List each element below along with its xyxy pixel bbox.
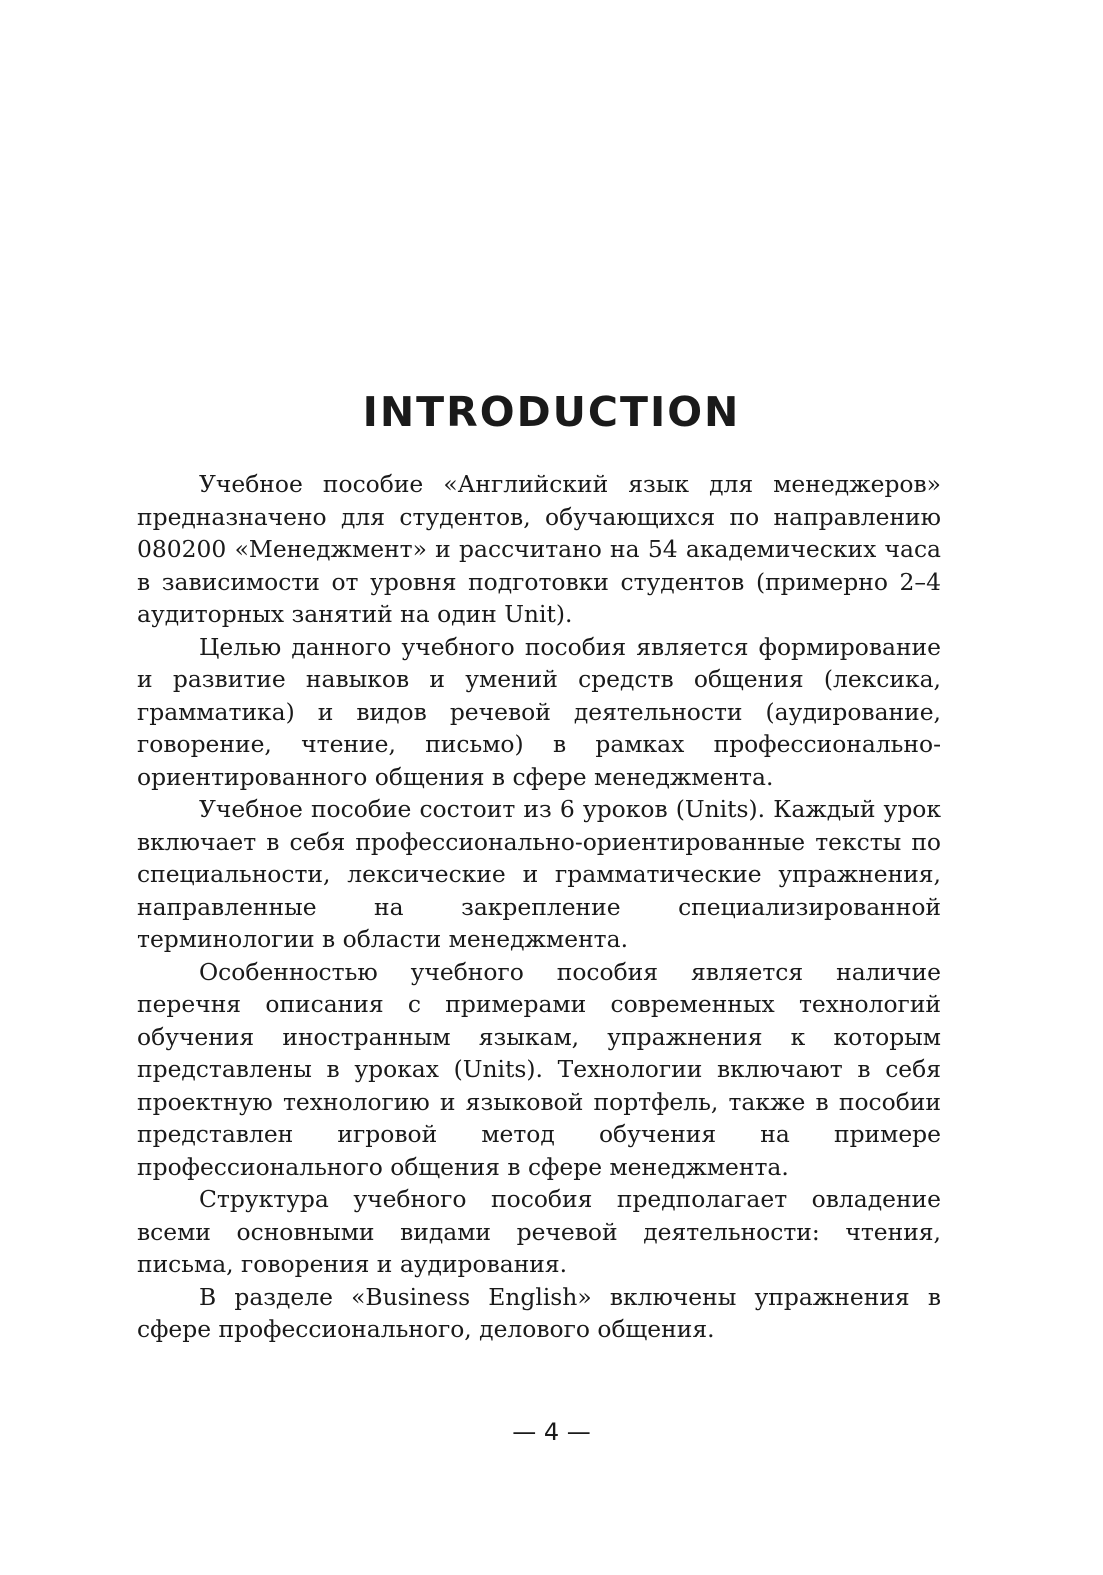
paragraph-course-structure: Учебное пособие состоит из 6 уроков (Units). Каждый урок включает в себя профессионально-ориентированные тексты по специальности, лексические и грамматические упражнения, направленные на закрепление специализированной терминологии в области менеджмента. [137, 795, 941, 953]
paragraph-course-features: Особенностью учебного пособия является наличие перечня описания с примерами современных технологий обучения иностранным языкам, упражнения к которым представлены в уроках (Units). Технологии включают в себя проектную технологию и языковой портфель, также в пособии представлен игровой метод обучения на примере профессионального общения в сфере менеджмента. [137, 957, 941, 1181]
paragraph-course-purpose: Учебное пособие «Английский язык для менеджеров» предназначено для студентов, обучающихся по направлению 080200 «Менеджмент» и рассчитано на 54 академических часа в зависимости от уровня подготовки студентов (примерно 2–4 аудиторных занятий на один Unit). [137, 470, 941, 628]
paragraph-business-english: В разделе «Business English» включены упражнения в сфере профессионального, делового общения. [137, 1282, 941, 1343]
paragraph-skills: Структура учебного пособия предполагает овладение всеми основными видами речевой деятельности: чтения, письма, говорения и аудирования. [137, 1185, 941, 1278]
introduction-body [137, 468, 941, 1346]
paragraph-course-goal: Целью данного учебного пособия является формирование и развитие навыков и умений средств общения (лексика, грамматика) и видов речевой деятельности (аудирование, говорение, чтение, письмо) в рамках профессионально-ориентированного общения в сфере менеджмента. [137, 632, 941, 791]
page-title: INTRODUCTION [362, 388, 741, 436]
page-number: — 4 — [512, 1418, 591, 1446]
